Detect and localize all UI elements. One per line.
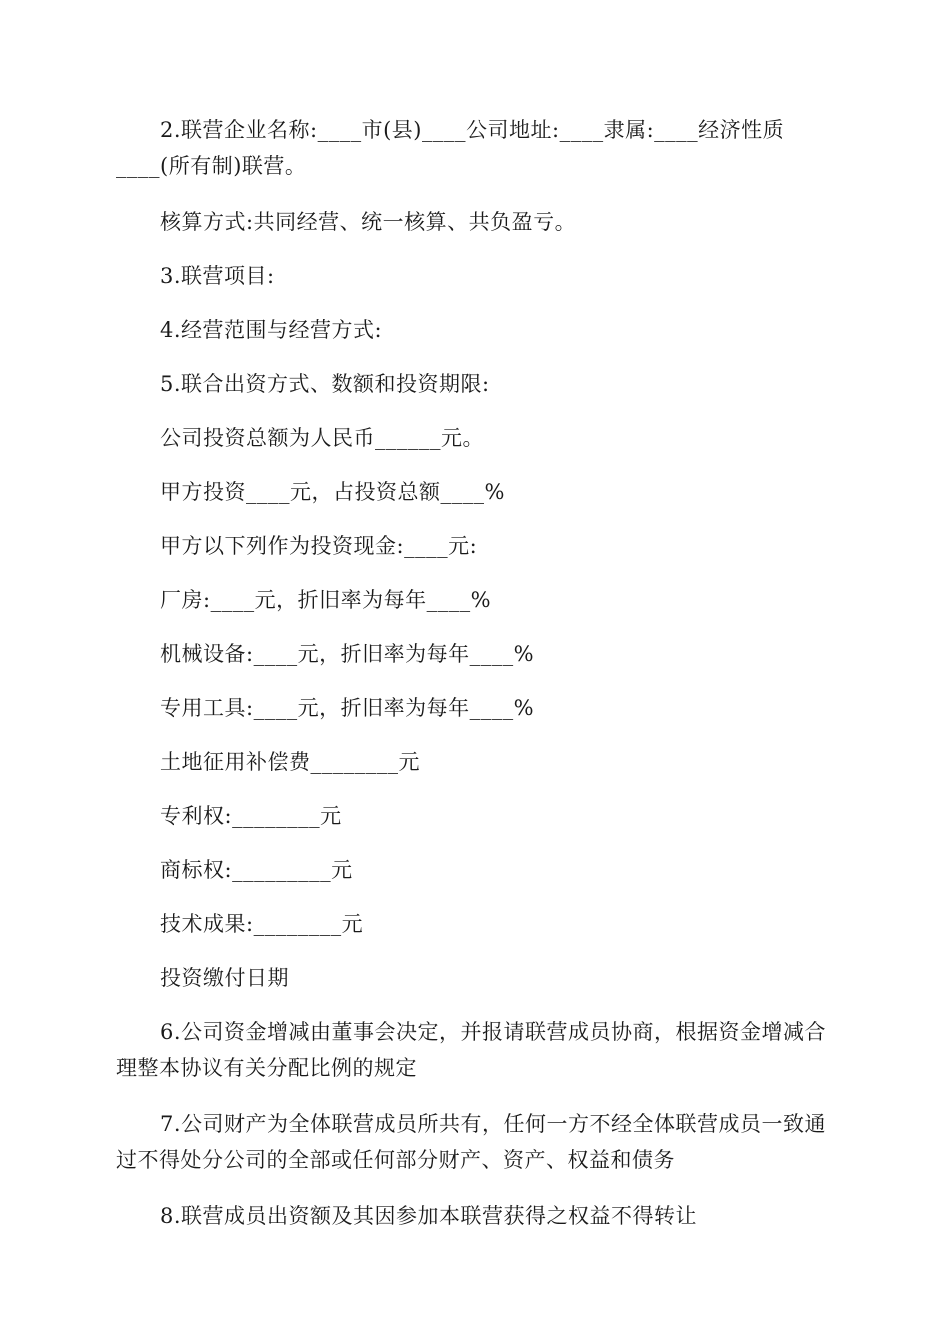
paragraph-tech-results: 技术成果:________元 [160, 912, 364, 936]
paragraph-non-transfer: 8.联营成员出资额及其因参加本联营获得之权益不得转让 [160, 1204, 698, 1228]
paragraph-trademark: 商标权:_________元 [160, 858, 353, 882]
paragraph-machinery: 机械设备:____元，折旧率为每年____% [160, 642, 535, 666]
paragraph-business-scope: 4.经营范围与经营方式: [160, 318, 383, 342]
paragraph-party-a-investment: 甲方投资____元，占投资总额____% [160, 480, 505, 504]
paragraph-land-compensation: 土地征用补偿费________元 [160, 750, 420, 774]
paragraph-enterprise-name: 2.联营企业名称:____市(县)____公司地址:____隶属:____经济性质____(所有制)联营。 [116, 118, 785, 178]
paragraph-total-investment: 公司投资总额为人民币______元。 [160, 426, 484, 450]
paragraph-special-tools: 专用工具:____元，折旧率为每年____% [160, 696, 535, 720]
paragraph-plant: 厂房:____元，折旧率为每年____% [160, 588, 492, 612]
paragraph-payment-date: 投资缴付日期 [160, 966, 289, 990]
paragraph-capital-change: 6.公司资金增减由董事会决定，并报请联营成员协商，根据资金增减合理整本协议有关分配比例的规定 [116, 1020, 827, 1080]
paragraph-company-property: 7.公司财产为全体联营成员所共有，任何一方不经全体联营成员一致通过不得处分公司的全部或任何部分财产、资产、权益和债务 [116, 1112, 827, 1172]
paragraph-accounting-method: 核算方式:共同经营、统一核算、共负盈亏。 [160, 210, 577, 234]
paragraph-party-a-cash: 甲方以下列作为投资现金:____元: [160, 534, 478, 558]
paragraph-joint-project: 3.联营项目: [160, 264, 275, 288]
paragraph-patent: 专利权:________元 [160, 804, 342, 828]
paragraph-investment-method: 5.联合出资方式、数额和投资期限: [160, 372, 490, 396]
